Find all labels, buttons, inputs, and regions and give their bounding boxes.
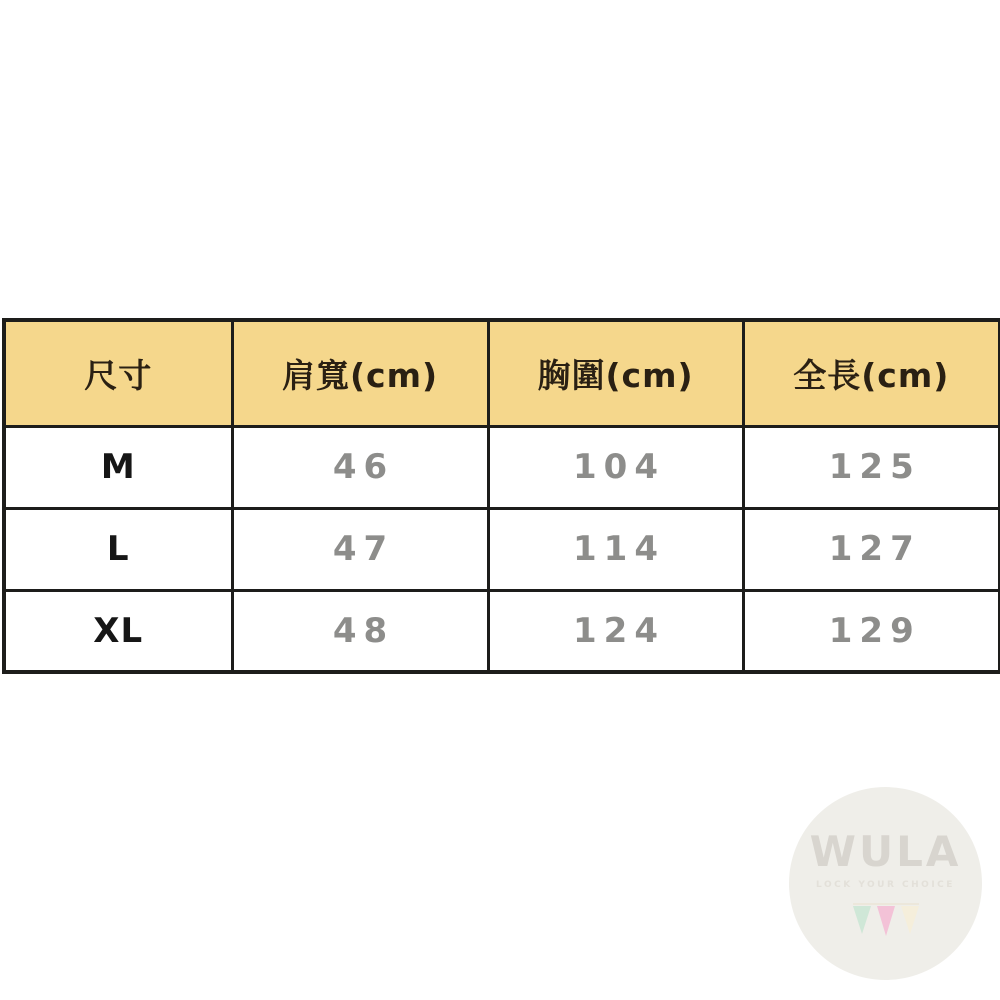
cell-l-length: 127 (743, 508, 1000, 590)
cell-size-m: M (4, 426, 232, 508)
header-length: 全長(cm) (743, 320, 1000, 426)
cell-xl-chest: 124 (488, 590, 743, 672)
cell-l-shoulder: 47 (232, 508, 488, 590)
cell-xl-length: 129 (743, 590, 1000, 672)
cream-triangle-icon (901, 906, 919, 934)
cell-m-shoulder: 46 (232, 426, 488, 508)
header-size: 尺寸 (4, 320, 232, 426)
cell-l-chest: 114 (488, 508, 743, 590)
mint-triangle-icon (853, 906, 871, 934)
header-chest: 胸圍(cm) (488, 320, 743, 426)
wula-watermark-badge (789, 787, 982, 980)
pink-triangle-icon (877, 906, 895, 936)
triangle-flags-icon (853, 903, 919, 936)
cell-size-xl: XL (4, 590, 232, 672)
cell-xl-shoulder: 48 (232, 590, 488, 672)
cell-size-l: L (4, 508, 232, 590)
wula-tagline-text: LOCK YOUR CHOICE (816, 880, 955, 890)
table-row-xl (4, 590, 1000, 672)
table-header-row (4, 320, 1000, 426)
cell-m-length: 125 (743, 426, 1000, 508)
wula-brand-text: WULA (809, 827, 962, 876)
table-row-m (4, 426, 1000, 508)
header-shoulder: 肩寬(cm) (232, 320, 488, 426)
cell-m-chest: 104 (488, 426, 743, 508)
table-row-l (4, 508, 1000, 590)
size-chart-table (2, 318, 1000, 674)
